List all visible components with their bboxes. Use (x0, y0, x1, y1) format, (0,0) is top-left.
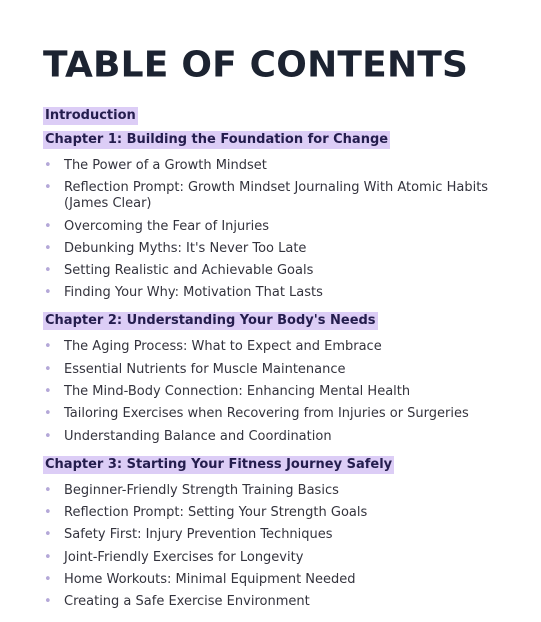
list-item-label: Debunking Myths: It's Never Too Late (64, 240, 307, 256)
list-item[interactable] (43, 158, 513, 174)
list-item[interactable] (43, 384, 513, 400)
bullet-icon: • (44, 180, 52, 196)
list-item[interactable] (43, 362, 513, 378)
bullet-icon: • (44, 406, 52, 422)
chapter-2-list (43, 339, 513, 444)
list-item-label: Essential Nutrients for Muscle Maintenance (64, 361, 346, 377)
bullet-icon: • (44, 263, 52, 279)
chapter-2-heading[interactable]: Chapter 2: Understanding Your Body's Needs (45, 313, 376, 329)
chapter-2-section (43, 309, 513, 444)
list-item-label: Tailoring Exercises when Recovering from Injuries or Surgeries (64, 406, 469, 422)
list-item-label: Safety First: Injury Prevention Techniques (64, 527, 333, 543)
list-item[interactable] (43, 429, 513, 445)
list-item[interactable] (43, 594, 513, 610)
list-item-label: Reflection Prompt: Setting Your Strength Goals (64, 504, 368, 520)
bullet-icon: • (44, 240, 52, 256)
chapter-3-section (43, 453, 513, 610)
introduction-row (43, 104, 513, 125)
list-item[interactable] (43, 263, 513, 279)
list-item-label: Finding Your Why: Motivation That Lasts (64, 285, 323, 301)
list-item-label: Understanding Balance and Coordination (64, 428, 332, 444)
list-item-label: The Power of a Growth Mindset (64, 158, 267, 173)
list-item[interactable] (43, 483, 513, 499)
chapter-3-list (43, 483, 513, 610)
list-item[interactable] (43, 219, 513, 235)
bullet-icon: • (44, 361, 52, 377)
chapter-1-heading[interactable]: Chapter 1: Building the Foundation for Change (45, 132, 389, 147)
bullet-icon: • (44, 482, 52, 498)
list-item[interactable] (43, 527, 513, 543)
list-item[interactable] (43, 285, 513, 301)
list-item[interactable] (43, 339, 513, 355)
list-item[interactable] (43, 180, 513, 212)
bullet-icon: • (44, 218, 52, 234)
list-item[interactable] (43, 406, 513, 422)
list-item-label: Setting Realistic and Achievable Goals (64, 263, 314, 279)
chapter-1-list (43, 158, 513, 301)
introduction-heading[interactable]: Introduction (45, 108, 136, 123)
list-item-label: Home Workouts: Minimal Equipment Needed (64, 571, 356, 587)
list-item[interactable] (43, 505, 513, 521)
list-item-label: Creating a Safe Exercise Environment (64, 594, 310, 610)
list-item-label: The Aging Process: What to Expect and Embrace (64, 339, 382, 355)
bullet-icon: • (44, 158, 52, 173)
bullet-icon: • (44, 549, 52, 565)
bullet-icon: • (44, 428, 52, 444)
list-item[interactable] (43, 241, 513, 257)
list-item[interactable] (43, 550, 513, 566)
list-item-label: The Mind-Body Connection: Enhancing Mental Health (64, 384, 411, 400)
chapter-1-section (43, 128, 513, 301)
bullet-icon: • (44, 285, 52, 301)
list-item-label: Reflection Prompt: Growth Mindset Journaling With Atomic Habits (James Clear) (64, 180, 489, 212)
bullet-icon: • (44, 527, 52, 543)
bullet-icon: • (44, 571, 52, 587)
bullet-icon: • (44, 504, 52, 520)
page-title: TABLE OF CONTENTS (43, 45, 469, 86)
list-item-label: Beginner-Friendly Strength Training Basics (64, 482, 339, 498)
bullet-icon: • (44, 384, 52, 400)
bullet-icon: • (44, 594, 52, 610)
bullet-icon: • (44, 339, 52, 355)
list-item-label: Joint-Friendly Exercises for Longevity (64, 549, 304, 565)
toc-page (43, 45, 513, 616)
chapter-3-heading[interactable]: Chapter 3: Starting Your Fitness Journey Safely (45, 456, 393, 472)
list-item[interactable] (43, 572, 513, 588)
list-item-label: Overcoming the Fear of Injuries (64, 218, 269, 234)
